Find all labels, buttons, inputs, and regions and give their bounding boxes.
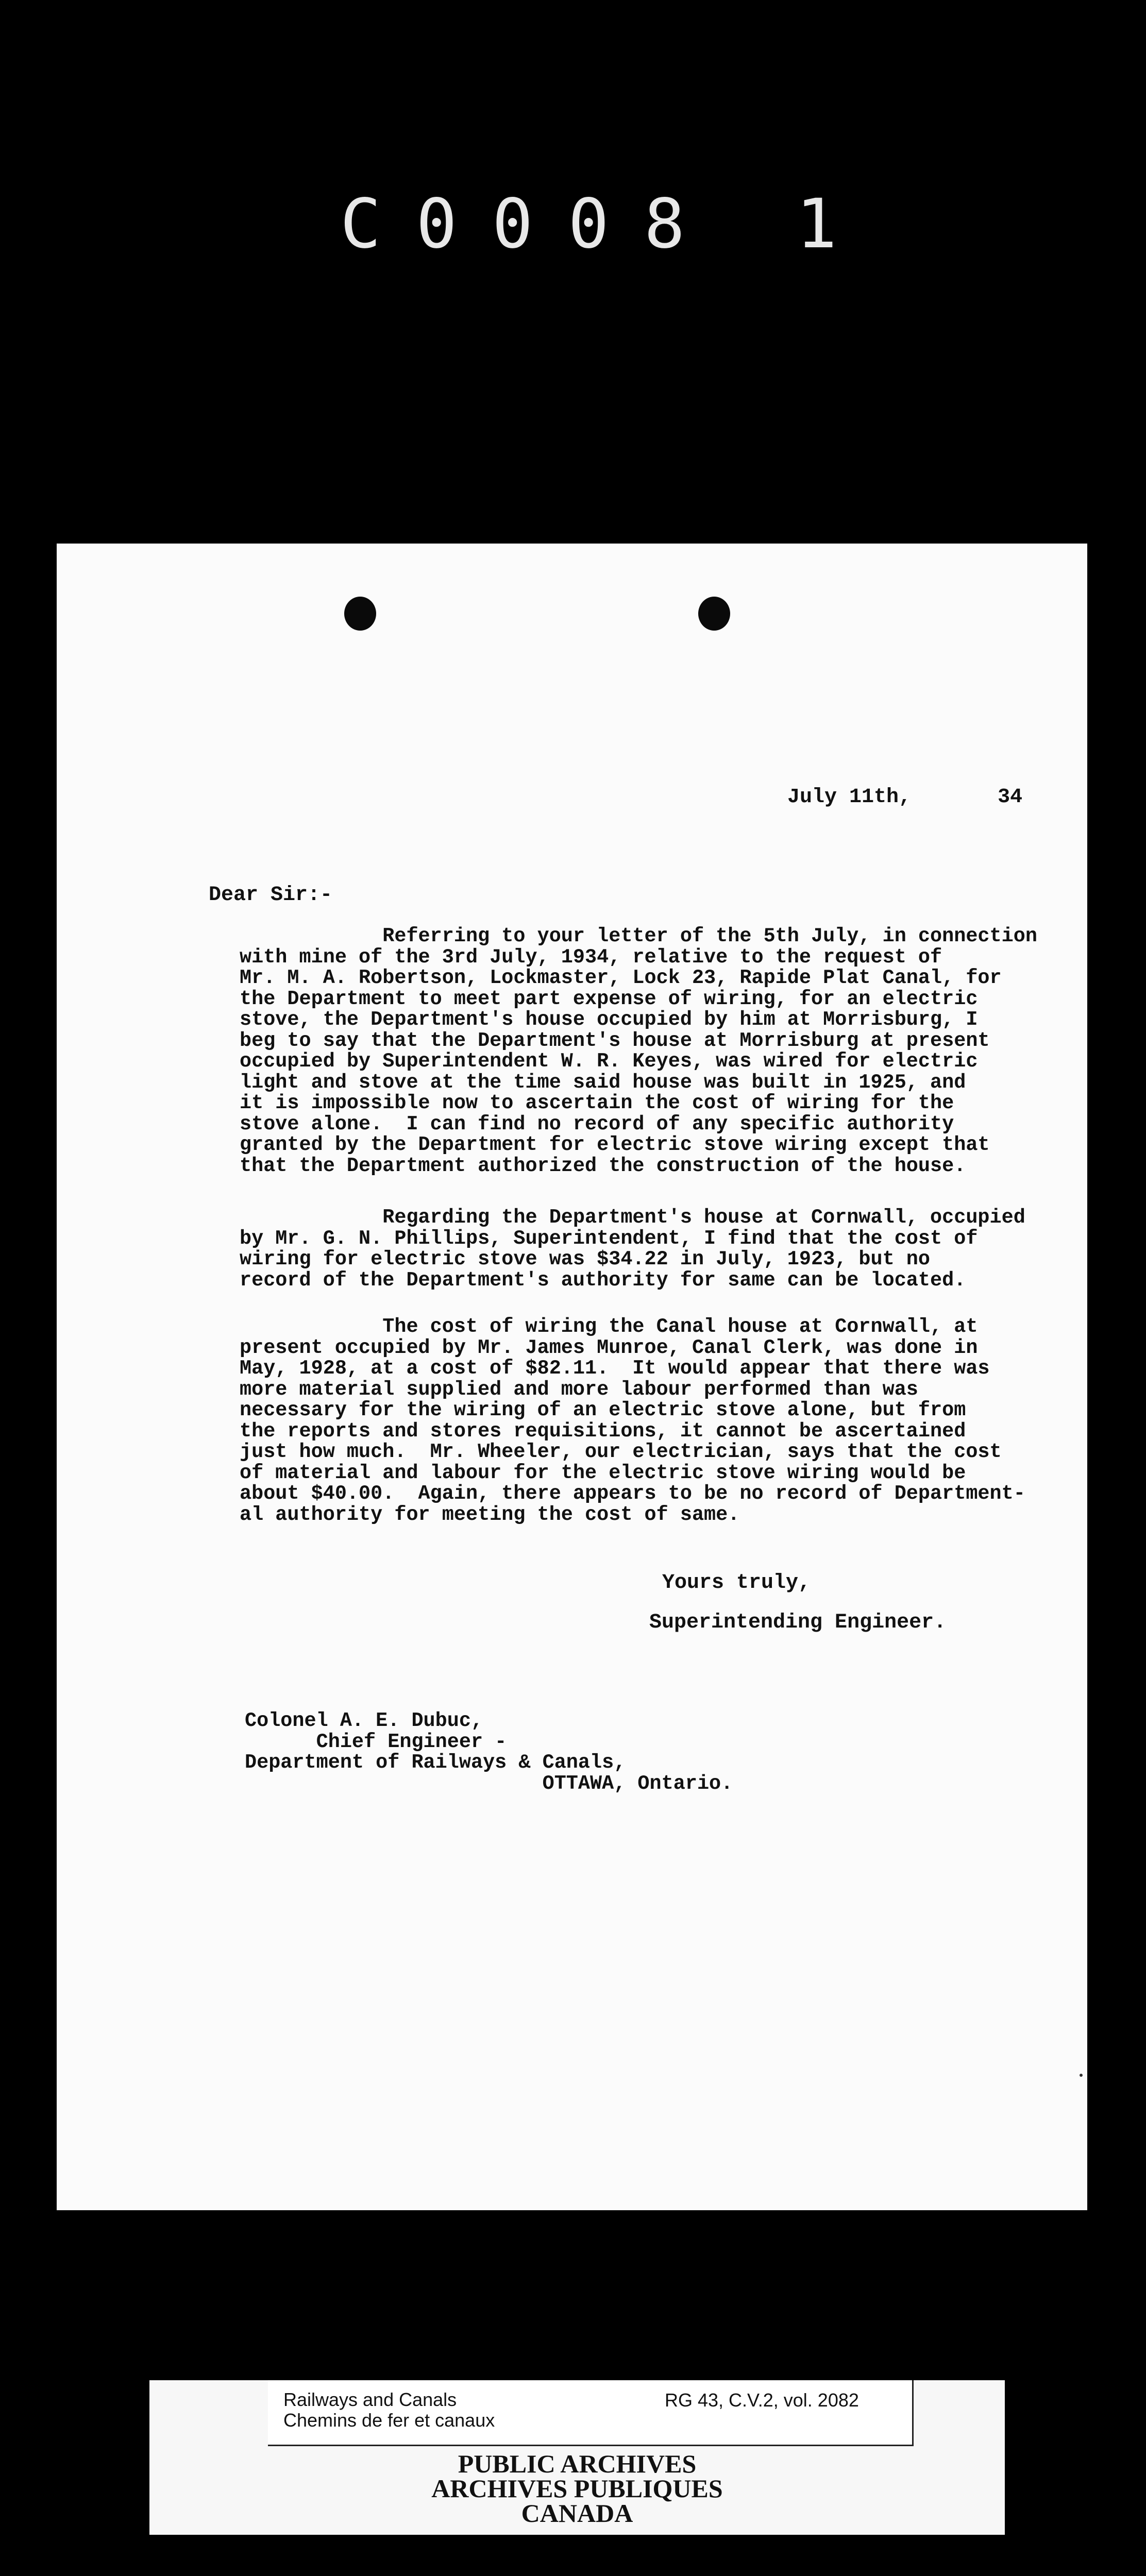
letter-sheet bbox=[57, 544, 1087, 2210]
paper-speck bbox=[1080, 2074, 1083, 2077]
addressee-line: Colonel A. E. Dubuc, bbox=[245, 1709, 483, 1732]
addressee-line: OTTAWA, Ontario. bbox=[245, 1772, 733, 1795]
signature-title: Superintending Engineer. bbox=[649, 1611, 947, 1634]
paragraph-cornwall-superintendent: Regarding the Department's house at Cornwall, occupied by Mr. G. N. Phillips, Superintendent, I find that the cost of wiring for electric stove was $34.22 in July, 1923, but no record of the Department's authority for same can be located. bbox=[240, 1206, 1025, 1292]
addressee-line: Chief Engineer - bbox=[245, 1730, 507, 1753]
microfilm-frame-number: C0008 1 bbox=[340, 184, 872, 264]
collection-names bbox=[283, 2389, 495, 2431]
institution-line: CANADA bbox=[521, 2499, 633, 2528]
collection-english: Railways and Canals bbox=[283, 2389, 457, 2410]
institution-name bbox=[149, 2451, 1005, 2526]
archive-label-strip bbox=[149, 2380, 1005, 2535]
punch-hole-right bbox=[698, 597, 730, 631]
institution-line: PUBLIC ARCHIVES bbox=[458, 2449, 697, 2478]
paragraph-wiring-morrisburg: Referring to your letter of the 5th July, in connection with mine of the 3rd July, 1934, relative to the request of Mr. M. A. Robertson, Lockmaster, Lock 23, Rapide Plat Canal, for the Department to meet part expense of wiring, for an electric stove, the Department's house occupied by him at Morrisburg, I beg to say that the Department's house at Morrisburg at present occupied by Superintendent W. R. Keyes, was wired for electric light and stove at the time said house was built in 1925, and it is impossible now to ascertain the cost of wiring for the stove alone. I can find no record of any specific authority granted by the Department for electric stove wiring except that that the Department authorized the construction of the house. bbox=[240, 925, 1037, 1177]
archive-reference: RG 43, C.V.2, vol. 2082 bbox=[665, 2389, 859, 2411]
punch-hole-left bbox=[344, 597, 376, 631]
collection-french: Chemins de fer et canaux bbox=[283, 2410, 495, 2431]
collection-card bbox=[268, 2380, 914, 2446]
addressee-block bbox=[245, 1710, 733, 1794]
institution-line: ARCHIVES PUBLIQUES bbox=[431, 2474, 723, 2503]
closing: Yours truly, bbox=[662, 1571, 811, 1595]
paragraph-cornwall-canal-house: The cost of wiring the Canal house at Cornwall, at present occupied by Mr. James Munroe, Canal Clerk, was done in May, 1928, at a cost of $82.11. It would appear that there was more material supplied and more labour performed than was necessary for the wiring of an electric stove alone, but from the reports and stores requisitions, it cannot be ascertained just how much. Mr. Wheeler, our electrician, says that the cost of material and labour for the electric stove wiring would be about $40.00. Again, there appears to be no record of Department- al authority for meeting the cost of same. bbox=[240, 1315, 1025, 1526]
letter-date: July 11th, 34 bbox=[787, 786, 1023, 809]
salutation: Dear Sir:- bbox=[209, 884, 333, 907]
addressee-line: Department of Railways & Canals, bbox=[245, 1751, 626, 1774]
